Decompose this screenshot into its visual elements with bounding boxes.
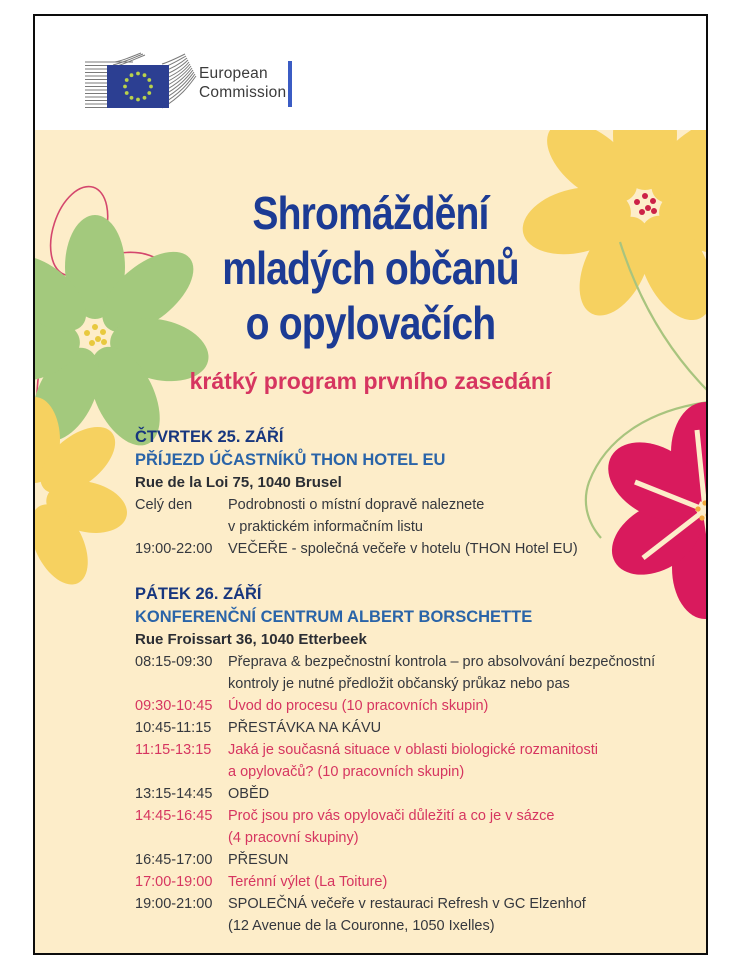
european-commission-logo xyxy=(85,52,385,116)
row-line: (12 Avenue de la Couronne, 1050 Ixelles) xyxy=(228,918,495,934)
venue-address: Rue de la Loi 75, 1040 Brusel xyxy=(135,474,342,491)
row-line: (4 pracovní skupiny) xyxy=(228,830,359,846)
day-heading: ČTVRTEK 25. ZÁŘÍ xyxy=(135,428,284,446)
logo-line-1: European xyxy=(199,65,268,82)
row-time: Celý den xyxy=(135,497,193,513)
schedule-row xyxy=(135,805,686,849)
row-description xyxy=(228,871,387,893)
venue-heading: PŘÍJEZD ÚČASTNÍKŮ THON HOTEL EU xyxy=(135,451,446,469)
row-description xyxy=(228,805,554,849)
eu-flag-icon xyxy=(107,65,169,108)
row-line: a opylovačů? (10 pracovních skupin) xyxy=(228,764,465,780)
row-description xyxy=(228,849,288,871)
schedule-row xyxy=(135,739,686,783)
title-line-1: Shromáždění xyxy=(252,187,489,239)
row-description xyxy=(228,494,484,538)
row-time: 13:15-14:45 xyxy=(135,786,213,802)
schedule-row xyxy=(135,849,686,871)
schedule-row xyxy=(135,538,686,560)
row-description xyxy=(228,651,655,695)
row-time: 14:45-16:45 xyxy=(135,808,213,824)
row-time: 19:00-22:00 xyxy=(135,541,213,557)
day-heading: PÁTEK 26. ZÁŘÍ xyxy=(135,585,262,603)
poster-title xyxy=(85,186,655,351)
schedule-day-friday xyxy=(135,583,686,937)
row-description xyxy=(228,695,488,717)
logo-blue-bar xyxy=(288,61,292,107)
program-panel xyxy=(35,130,706,953)
row-line: Úvod do procesu (10 pracovních skupin) xyxy=(228,698,489,714)
row-line: Přeprava & bezpečnostní kontrola – pro absolvování bezpečnostní xyxy=(228,654,656,670)
title-line-3: o opylovačích xyxy=(245,297,496,349)
poster-subtitle: krátký program prvního zasedání xyxy=(189,368,552,394)
schedule-row xyxy=(135,783,686,805)
row-time: 09:30-10:45 xyxy=(135,698,213,714)
row-time: 16:45-17:00 xyxy=(135,852,213,868)
row-line: SPOLEČNÁ večeře v restauraci Refresh v GC Elzenhof xyxy=(228,896,586,912)
venue-heading: KONFERENČNÍ CENTRUM ALBERT BORSCHETTE xyxy=(135,608,533,626)
row-description xyxy=(228,538,578,560)
row-time: 17:00-19:00 xyxy=(135,874,213,890)
row-line: Jaká je současná situace v oblasti biologické rozmanitosti xyxy=(228,742,598,758)
row-description xyxy=(228,717,381,739)
row-line: Proč jsou pro vás opylovači důležití a co je v sázce xyxy=(228,808,555,824)
row-time: 11:15-13:15 xyxy=(135,742,212,758)
schedule-row xyxy=(135,695,686,717)
row-line: PŘESTÁVKA NA KÁVU xyxy=(228,720,382,736)
schedule-row xyxy=(135,871,686,893)
schedule-row xyxy=(135,494,686,538)
row-line: Podrobnosti o místní dopravě naleznete xyxy=(228,497,485,513)
logo-wordmark xyxy=(199,64,286,102)
row-time: 19:00-21:00 xyxy=(135,896,213,912)
schedule-row xyxy=(135,717,686,739)
poster-frame xyxy=(33,14,708,955)
schedule xyxy=(135,426,686,937)
row-description xyxy=(228,893,586,937)
row-time: 08:15-09:30 xyxy=(135,654,213,670)
schedule-row xyxy=(135,893,686,937)
row-time: 10:45-11:15 xyxy=(135,720,212,736)
row-line: PŘESUN xyxy=(228,852,289,868)
row-description xyxy=(228,739,598,783)
row-line: Terénní výlet (La Toiture) xyxy=(228,874,388,890)
logo-line-2: Commission xyxy=(199,84,287,101)
schedule-day-thursday xyxy=(135,426,686,560)
row-line: kontroly je nutné předložit občanský průkaz nebo pas xyxy=(228,676,570,692)
title-line-2: mladých občanů xyxy=(222,242,519,294)
schedule-row xyxy=(135,651,686,695)
venue-address: Rue Froissart 36, 1040 Etterbeek xyxy=(135,631,367,648)
row-line: v praktickém informačním listu xyxy=(228,519,423,535)
row-description xyxy=(228,783,269,805)
row-line: OBĚD xyxy=(228,786,270,802)
row-line: VEČEŘE - společná večeře v hotelu (THON Hotel EU) xyxy=(228,541,578,557)
